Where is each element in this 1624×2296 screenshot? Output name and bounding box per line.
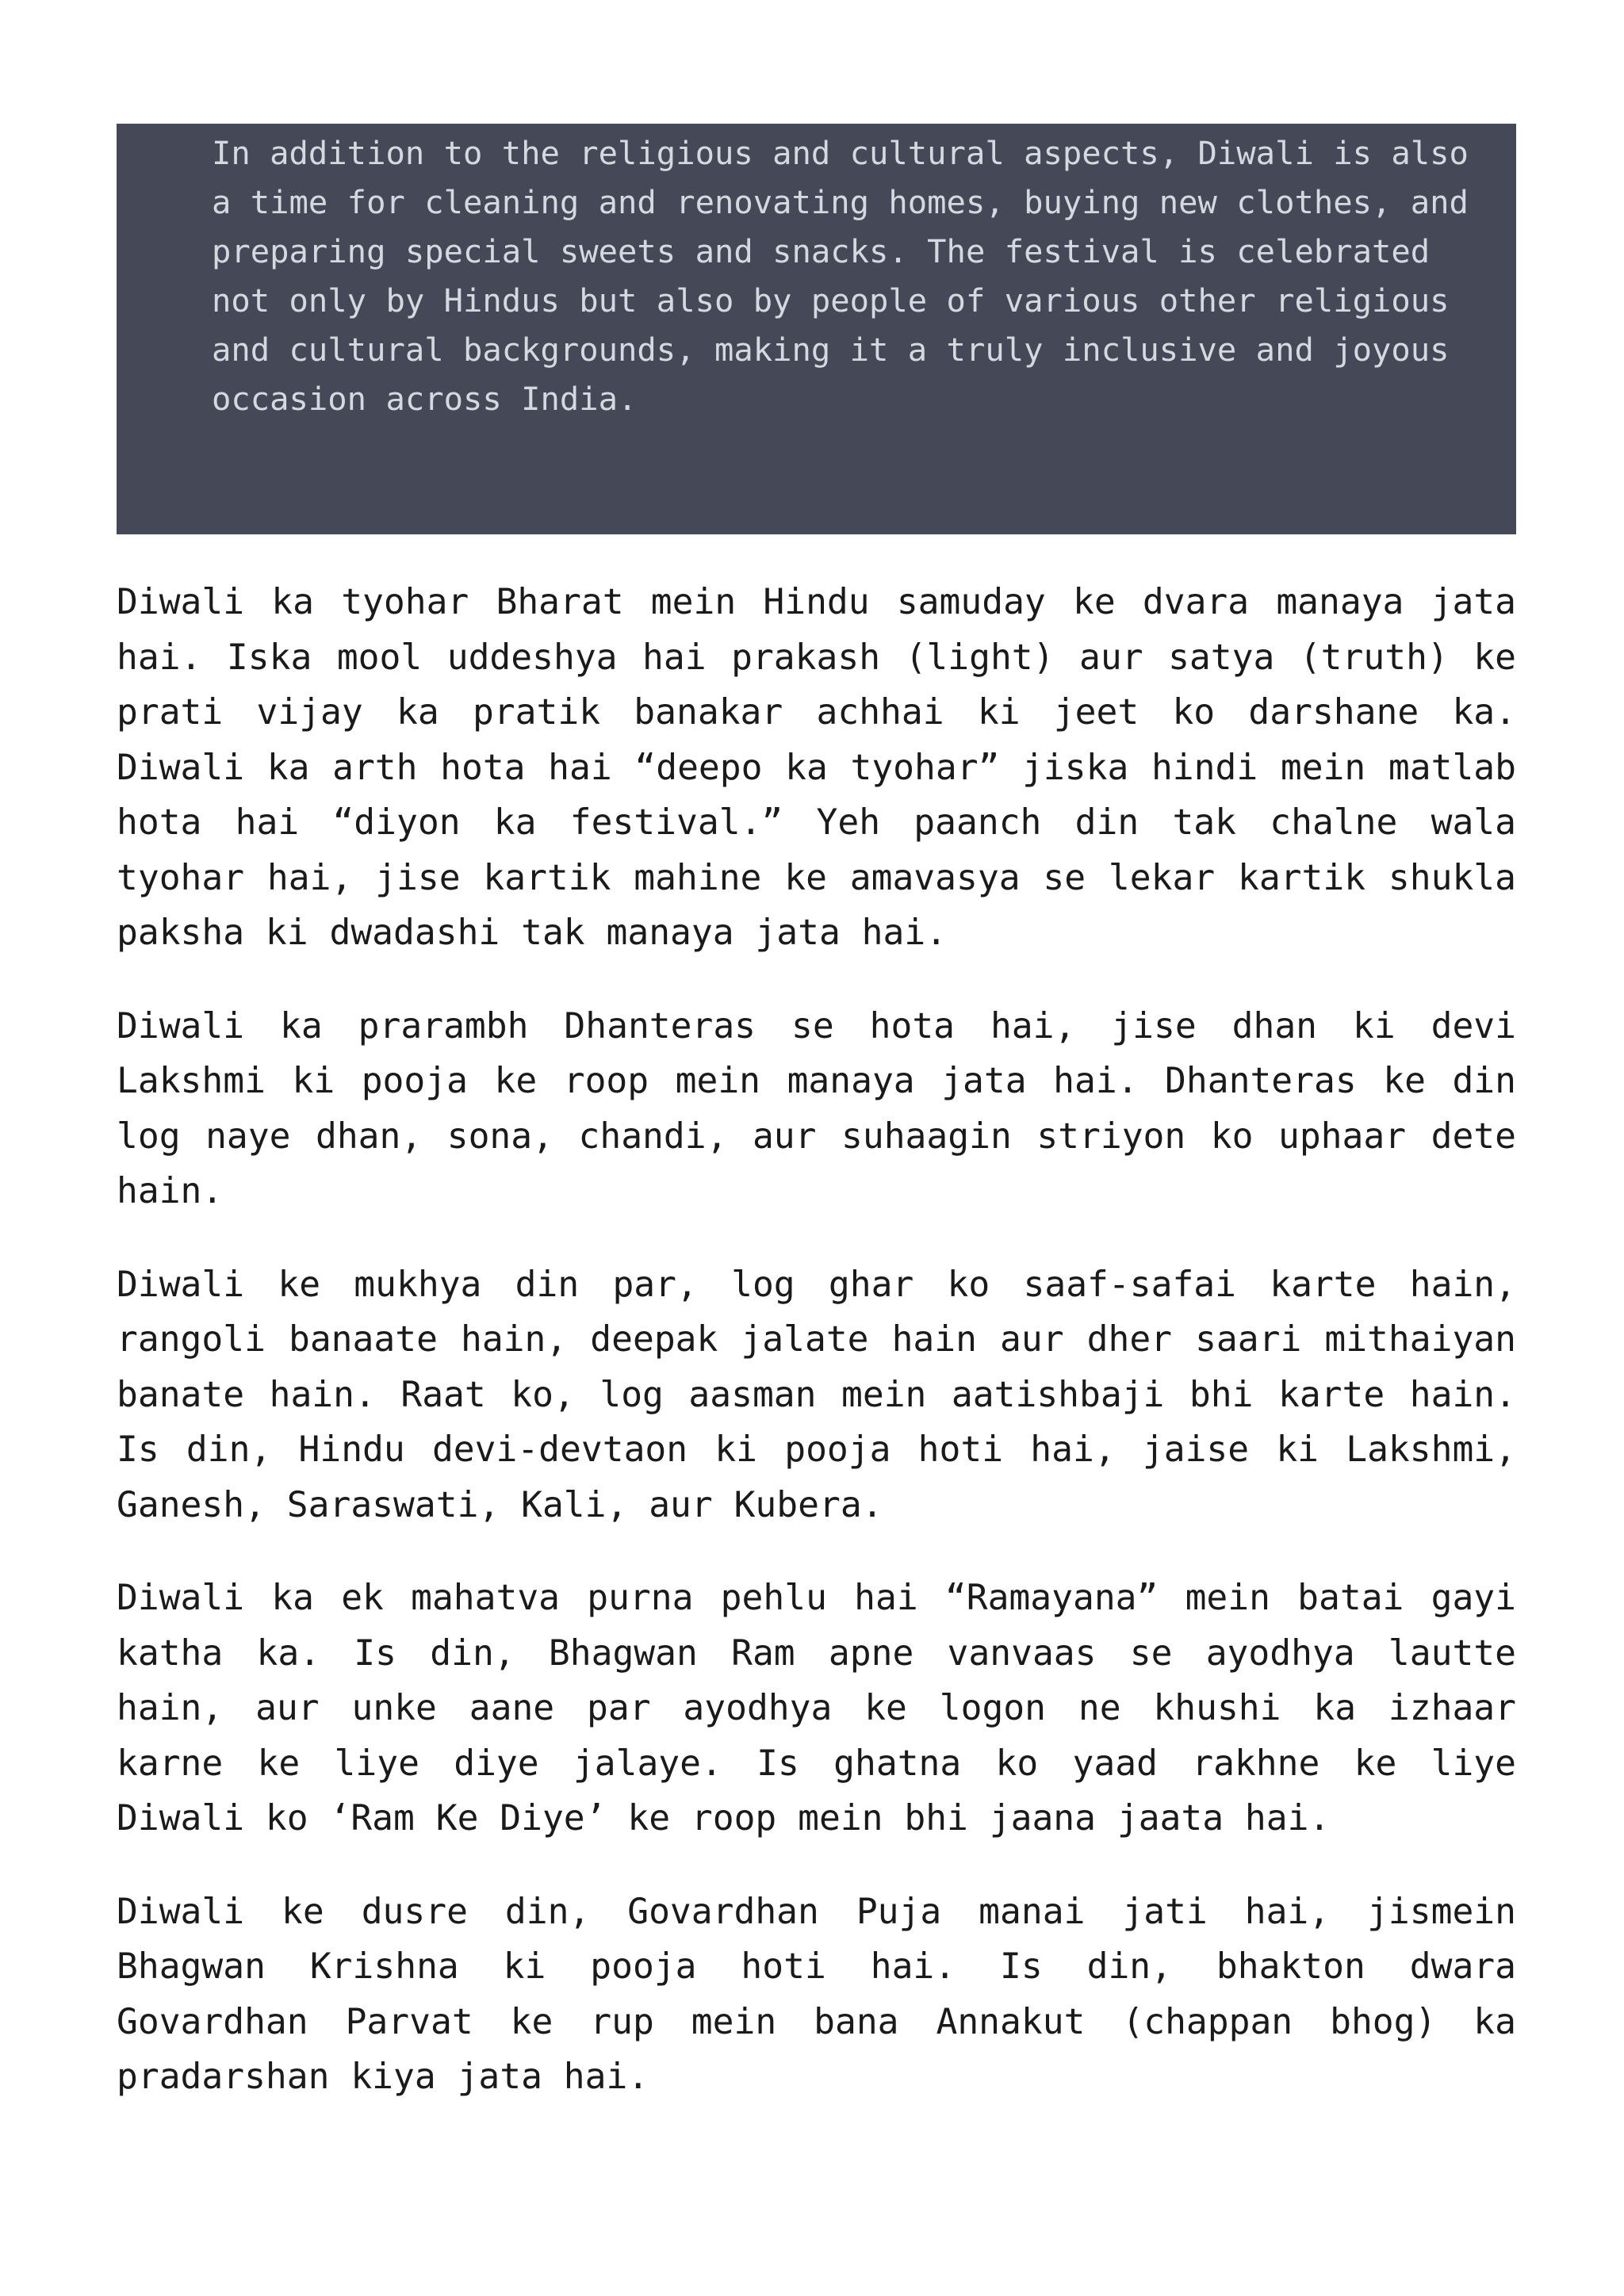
paragraph-main-day: Diwali ke mukhya din par, log ghar ko saaf-safai karte hain, rangoli banaate hain, deepak jalate hain aur dher saari mithaiyan banate hain. Raat ko, log aasman mein aatishbaji bhi karte hain. Is din, Hindu devi-devtaon ki pooja hoti hai, jaise ki Lakshmi, Ganesh, Saraswati, Kali, aur Kubera. — [117, 1263, 1516, 1525]
paragraph-dhanteras: Diwali ka prarambh Dhanteras se hota hai, jise dhan ki devi Lakshmi ki pooja ke roop mein manaya jata hai. Dhanteras ke din log naye dhan, sona, chandi, aur suhaagin striyon ko uphaar dete hain. — [117, 1004, 1516, 1211]
article-body — [117, 575, 1516, 2143]
paragraph-govardhan: Diwali ke dusre din, Govardhan Puja manai jati hai, jismein Bhagwan Krishna ki pooja hoti hai. Is din, bhakton dwara Govardhan Parvat ke rup mein bana Annakut (chappan bhog) ka pradarshan kiya jata hai. — [117, 1890, 1516, 2097]
code-block-text: In addition to the religious and cultural aspects, Diwali is also a time for cleaning and renovating homes, buying new clothes, and preparing special sweets and snacks. The festival is celebrated not only by Hindus but also by people of various other religious and cultural backgrounds, making it a truly inclusive and joyous occasion across India. — [212, 134, 1469, 418]
paragraph-intro: Diwali ka tyohar Bharat mein Hindu samuday ke dvara manaya jata hai. Iska mool uddeshya hai prakash (light) aur satya (truth) ke prati vijay ka pratik banakar achhai ki jeet ko darshane ka. Diwali ka arth hota hai “deepo ka tyohar” jiska hindi mein matlab hota hai “diyon ka festival.” Yeh paanch din tak chalne wala tyohar hai, jise kartik mahine ke amavasya se lekar kartik shukla paksha ki dwadashi tak manaya jata hai. — [117, 581, 1516, 953]
code-block — [117, 124, 1516, 534]
paragraph-ramayana: Diwali ka ek mahatva purna pehlu hai “Ramayana” mein batai gayi katha ka. Is din, Bhagwan Ram apne vanvaas se ayodhya lautte hain, aur unke aane par ayodhya ke logon ne khushi ka izhaar karne ke liye diye jalaye. Is ghatna ko yaad rakhne ke liye Diwali ko ‘Ram Ke Diye’ ke roop mein bhi jaana jaata hai. — [117, 1577, 1516, 1839]
